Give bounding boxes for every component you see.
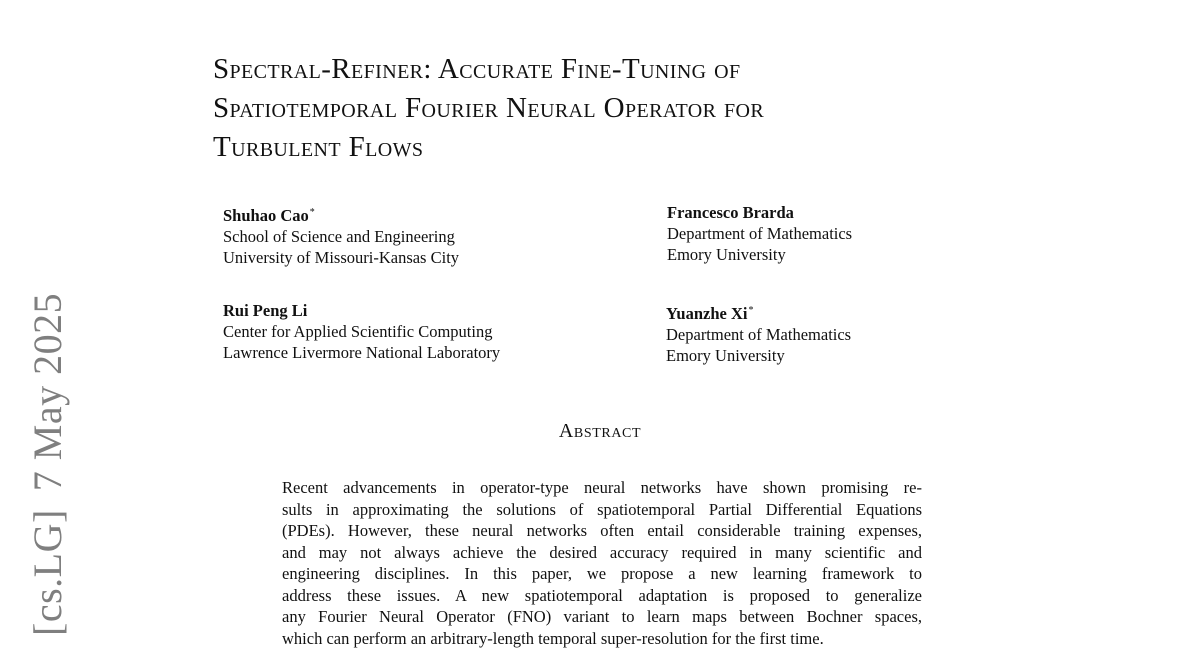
corresponding-author-mark: * <box>748 305 753 316</box>
author-affiliation: Department of Mathematics <box>667 223 852 244</box>
author-affiliation: Lawrence Livermore National Laboratory <box>223 342 500 363</box>
title-line: Turbulent Flows <box>213 128 1013 167</box>
author-block-shuhao-cao <box>223 202 459 268</box>
abstract-line: sults in approximating the solutions of spatiotemporal Partial Differential Equations <box>282 499 922 521</box>
author-affiliation: School of Science and Engineering <box>223 226 459 247</box>
abstract-body <box>282 477 922 649</box>
author-affiliation: Emory University <box>667 244 852 265</box>
arxiv-side-stamp <box>28 293 68 636</box>
author-name: Rui Peng Li <box>223 301 307 320</box>
author-affiliation: University of Missouri-Kansas City <box>223 247 459 268</box>
abstract-line: (PDEs). However, these neural networks often entail considerable training expenses, <box>282 520 922 542</box>
abstract-heading: Abstract <box>0 420 1200 443</box>
author-block-francesco-brarda <box>667 202 852 265</box>
title-line: Spatiotemporal Fourier Neural Operator for <box>213 89 1013 128</box>
author-affiliation: Center for Applied Scientific Computing <box>223 321 500 342</box>
arxiv-date: 7 May 2025 <box>25 293 70 491</box>
abstract-line: engineering disciplines. In this paper, we propose a new learning framework to <box>282 563 922 585</box>
abstract-line: and may not always achieve the desired accuracy required in many scientific and <box>282 542 922 564</box>
author-affiliation: Department of Mathematics <box>666 324 851 345</box>
abstract-line: which can perform an arbitrary-length temporal super-resolution for the first time. <box>282 628 922 649</box>
author-name: Francesco Brarda <box>667 203 794 222</box>
author-affiliation: Emory University <box>666 345 851 366</box>
author-block-yuanzhe-xi <box>666 300 851 366</box>
corresponding-author-mark: * <box>310 207 315 218</box>
abstract-line: address these issues. A new spatiotemporal adaptation is proposed to generalize <box>282 585 922 607</box>
author-name: Shuhao Cao <box>223 206 309 225</box>
abstract-line: any Fourier Neural Operator (FNO) variant to learn maps between Bochner spaces, <box>282 606 922 628</box>
author-name: Yuanzhe Xi <box>666 304 747 323</box>
abstract-line: Recent advancements in operator-type neural networks have shown promising re- <box>282 477 922 499</box>
arxiv-category: [cs.LG] <box>25 509 70 636</box>
author-block-rui-peng-li <box>223 300 500 363</box>
paper-title <box>213 50 1013 167</box>
title-line: Spectral-Refiner: Accurate Fine-Tuning of <box>213 50 1013 89</box>
